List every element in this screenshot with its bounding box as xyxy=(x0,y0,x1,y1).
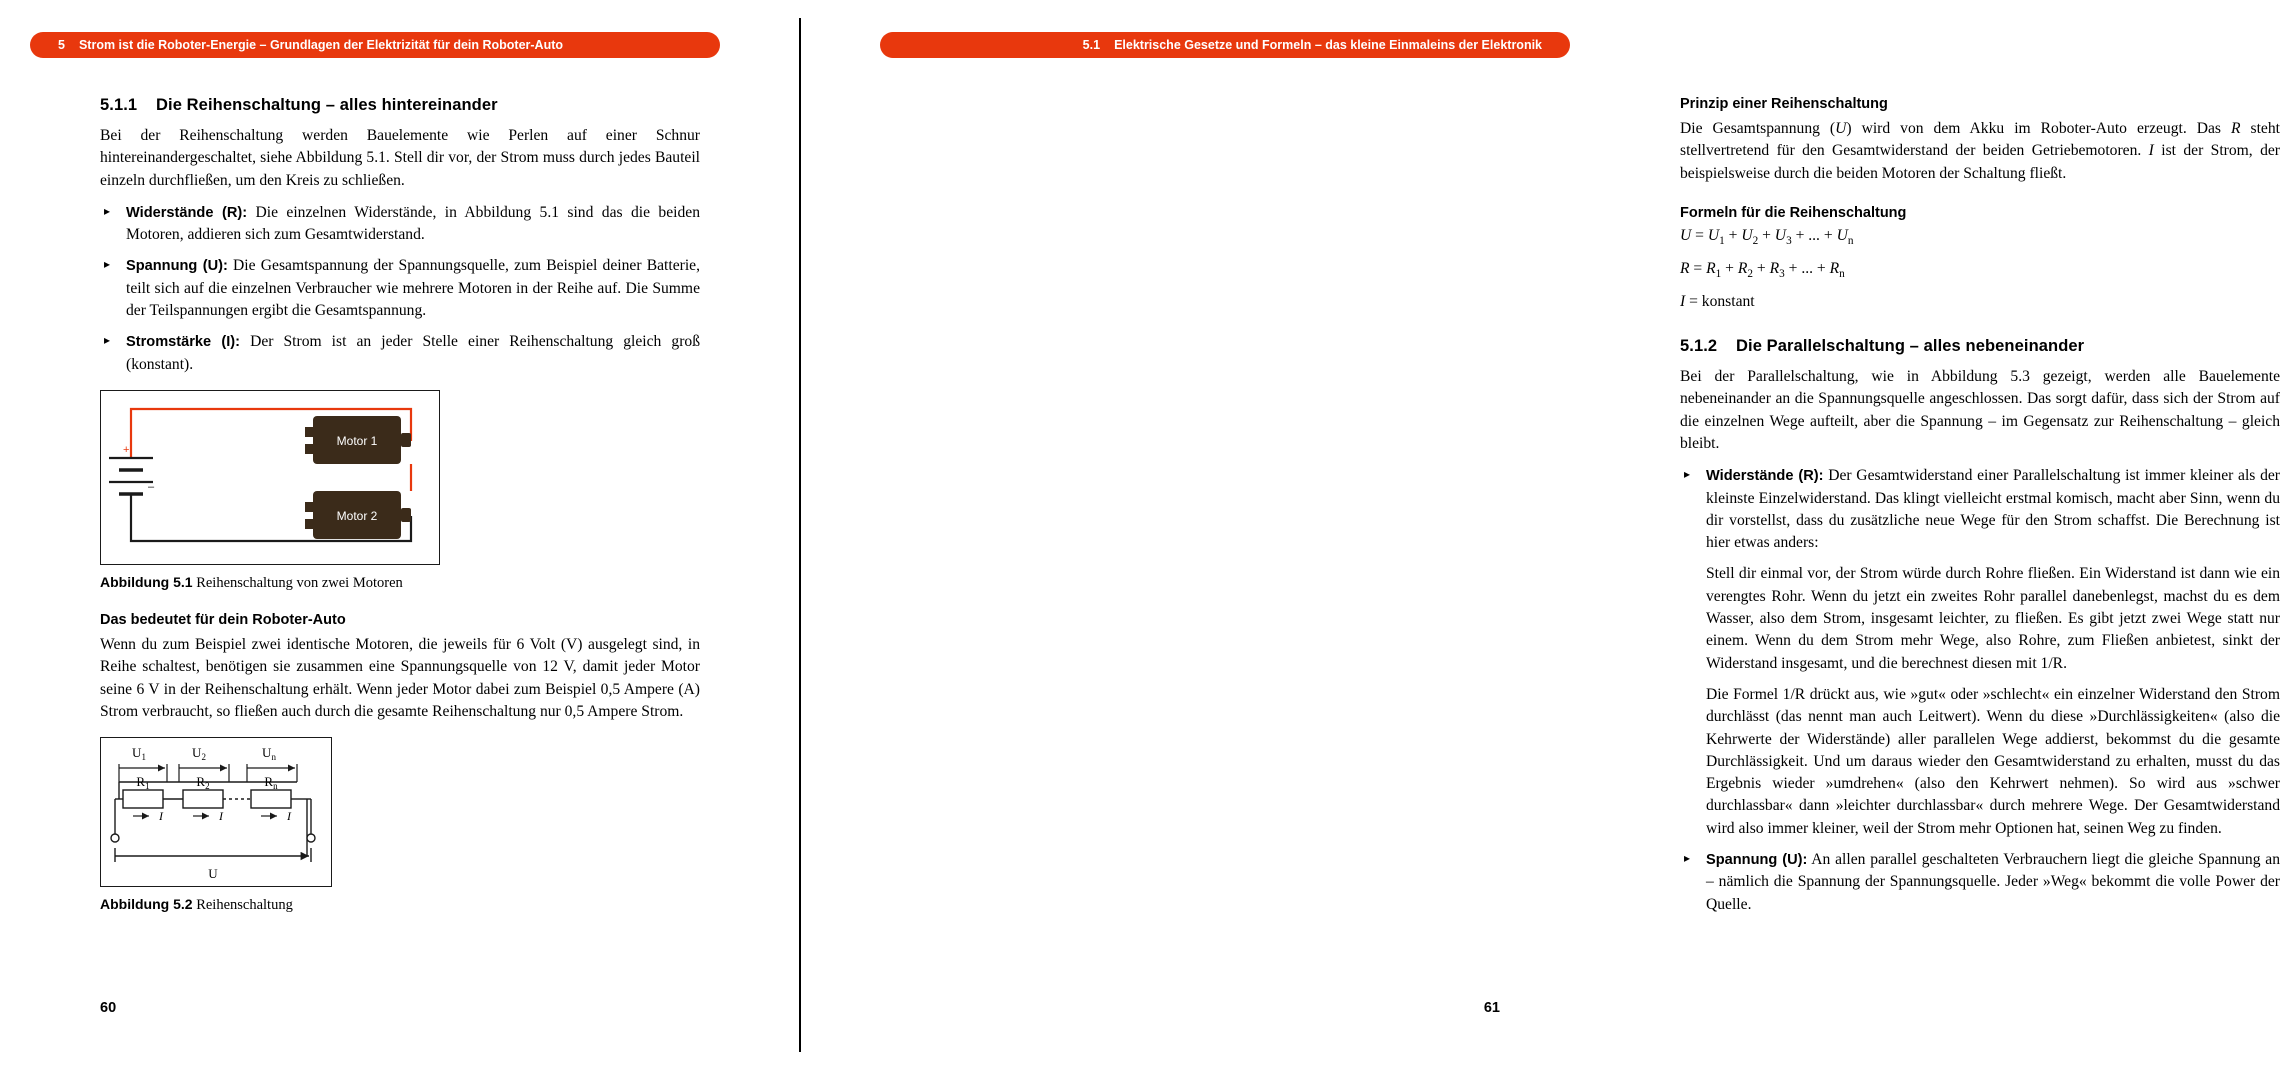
formula-current: I = konstant xyxy=(1680,293,1755,311)
bullet-lead: Widerstände (R): xyxy=(1706,468,1824,485)
running-head-chapter-title: Strom ist die Roboter-Energie – Grundlagen der Elektrizität für dein Roboter-Auto xyxy=(78,38,564,52)
figure-5-1-caption-text: Reihenschaltung von zwei Motoren xyxy=(192,574,403,591)
label-u2: $U_2$ xyxy=(192,745,206,763)
bullet-sub-paragraph: Stell dir einmal vor, der Strom würde durch Rohre fließen. Ein Widerstand ist dann wie ein verengtes Rohr. Wenn du jetzt ein zweites Rohr parallel danebenlegst, machst du es dem Wasser, also dem Strom, insgesamt leichter, zu fließen. Es gibt jetzt zwei Wege statt nur einem. Wenn du dem Strom mehr Wege, also Rohre, zum Fließen anbietest, sinkt der Widerstand insgesamt, und die berechnest diesen mit 1/R. xyxy=(1706,565,2280,672)
heading-formeln-reihenschaltung: Formeln für die Reihenschaltung xyxy=(1680,204,1907,221)
figure-5-2-caption-label: Abbildung 5.2 xyxy=(100,896,193,913)
heading-prinzip-reihenschaltung: Prinzip einer Reihenschaltung xyxy=(1680,96,1888,112)
bullet-text: Die Gesamtspannung der Spannungsquelle, zum Beispiel deiner Batterie, teilt sich auf die einzelnen Verbraucher wie mehrere Motoren in der Reihe auf. Die Summe der Teilspannungen ergibt die Gesamtspannung. xyxy=(126,257,700,320)
list-item xyxy=(1680,849,2280,916)
section-number: 5.1.2 xyxy=(1680,337,1718,356)
para1-part-a: Die Gesamtspannung ( xyxy=(1680,120,1836,137)
bullet-arrow-icon: ▸ xyxy=(104,333,111,348)
bullet-lead: Stromstärke (I): xyxy=(126,334,241,351)
section-title: Die Reihenschaltung – alles hintereinander xyxy=(156,96,498,114)
label-i-1: I xyxy=(159,809,163,824)
label-u-total: U xyxy=(208,866,218,882)
running-head-chapter-number: 5 xyxy=(58,38,65,52)
bullet-text: Der Gesamtwiderstand einer Parallelschaltung ist immer kleiner als der kleinste Einzelwiderstand. Das klingt vielleicht erstmal komisch, macht aber Sinn, wenn du dir vorstellst, dass du zusätzliche neue Wege für den Strom schaffst. Die Berechnung ist hier etwas anders: xyxy=(1706,467,2280,552)
page-number-right: 61 xyxy=(1483,1000,1500,1016)
figure-5-1-circuit xyxy=(100,390,440,565)
figure-5-1-caption xyxy=(100,574,700,592)
bullet-text: Der Strom ist an jeder Stelle einer Reihenschaltung gleich groß (konstant). xyxy=(126,333,700,373)
bullet-text: Die einzelnen Widerstände, in Abbildung 5.1 sind das die beiden Motoren, addieren sich zum Gesamtwiderstand. xyxy=(126,203,700,244)
list-item xyxy=(100,331,700,376)
battery-plus-label: + xyxy=(123,443,130,456)
label-rn: $R_n$ xyxy=(264,774,278,792)
paragraph-intro-reihenschaltung: Bei der Reihenschaltung werden Bauelemente wie Perlen auf einer Schnur hintereinandergeschaltet, siehe Abbildung 5.1. Stell dir vor, der Strom muss durch jedes Bauteil einzeln durchfließen, um den Kreis zu schließen. xyxy=(100,127,700,189)
paragraph-intro-parallelschaltung: Bei der Parallelschaltung, wie in Abbildung 5.3 gezeigt, werden alle Bauelemente nebeneinander an die Spannungsquelle angeschlossen. Das sorgt dafür, dass sich der Strom auf die einzelnen Wege aufteilt, aber die Spannung – im Gegensatz zur Reihenschaltung – gleich bleibt. xyxy=(1680,368,2280,452)
bullet-list-reihenschaltung xyxy=(100,202,700,376)
motor-1-label: Motor 1 xyxy=(336,433,378,448)
label-r2: $R_2$ xyxy=(196,774,210,792)
bullet-lead: Spannung (U): xyxy=(1706,852,1808,869)
section-heading-512 xyxy=(1680,337,2280,356)
label-u1: $U_1$ xyxy=(132,745,146,763)
para1-part-d: ist der Strom, der beispielsweise durch die beiden Motoren der Schaltung fließt. xyxy=(1680,142,2280,182)
left-page-content xyxy=(100,96,700,914)
formula-voltage: $U = U_1 + U_2 + U_3$ + ... + $U_n$ xyxy=(1680,226,1854,247)
right-page xyxy=(800,0,2280,1070)
paragraph-prinzip xyxy=(1680,118,2280,185)
figure-5-2-schematic xyxy=(100,737,332,887)
bullet-arrow-icon: ▸ xyxy=(1684,851,1691,866)
bullet-sub-paragraph: Die Formel 1/R drückt aus, wie »gut« oder »schlecht« ein einzelner Widerstand den Strom durchlässt (das nennt man auch Leitwert). Wenn du diese »Durchlässigkeiten« (also die Kehrwerte der Widerstände) aller parallelen Wege addierst, bekommst du die gesamte Durchlässigkeit. Und um daraus wieder den Gesamtwiderstand zu erhalten, musst du das Ergebnis wieder »umdrehen« (also den Kehrwert nehmen). So wird aus »schwer durchlassbar« dann »leichter durchlassbar« durch mehrere Wege. Der Gesamtwiderstand wird also immer kleiner, weil der Strom mehr Optionen hat, seinen Weg zu finden. xyxy=(1706,685,2280,837)
label-un: $U_n$ xyxy=(262,745,276,763)
bullet-arrow-icon: ▸ xyxy=(1684,467,1691,482)
running-head-right xyxy=(880,32,1570,58)
motor-2-label: Motor 2 xyxy=(336,508,378,523)
figure-5-1-caption-label: Abbildung 5.1 xyxy=(100,573,193,590)
bullet-lead: Widerstände (R): xyxy=(126,204,248,221)
list-item xyxy=(1680,465,2280,840)
bullet-arrow-icon: ▸ xyxy=(104,203,111,218)
figure-5-2-svg xyxy=(101,738,331,886)
subheading-roboter-auto: Das bedeutet für dein Roboter-Auto xyxy=(100,611,346,628)
label-r1: $R_1$ xyxy=(136,774,150,792)
bullet-list-parallelschaltung xyxy=(1680,465,2280,916)
battery-minus-label: – xyxy=(148,480,155,493)
section-number: 5.1.1 xyxy=(100,96,138,114)
bullet-lead: Spannung (U): xyxy=(126,258,228,275)
label-i-2: I xyxy=(219,809,223,824)
left-page xyxy=(0,0,800,1070)
page-number-left: 60 xyxy=(100,1000,117,1016)
figure-5-2-caption-text: Reihenschaltung xyxy=(192,897,293,914)
right-page-content xyxy=(1680,96,2280,926)
variable-u: U xyxy=(1835,120,1847,137)
label-i-3: I xyxy=(287,809,291,824)
running-head-section-title: Elektrische Gesetze und Formeln – das kleine Einmaleins der Elektronik xyxy=(1114,38,1542,52)
variable-i: I xyxy=(2148,142,2154,160)
list-item xyxy=(100,255,700,322)
running-head-section-number: 5.1 xyxy=(1082,38,1101,52)
bullet-arrow-icon: ▸ xyxy=(104,257,111,272)
section-heading-511 xyxy=(100,96,700,115)
variable-r: R xyxy=(2231,120,2241,137)
paragraph-roboter-auto: Wenn du zum Beispiel zwei identische Motoren, die jeweils für 6 Volt (V) ausgelegt sind, in Reihe schaltest, benötigen sie zusammen eine Spannungsquelle von 12 V, damit jeder Motor seine 6 V in der Reihenschaltung erhält. Wenn jeder Motor dabei zum Beispiel 0,5 Ampere (A) Strom verbraucht, so fließen auch durch die gesamte Reihenschaltung nur 0,5 Ampere Strom. xyxy=(100,635,700,720)
running-head-left xyxy=(30,32,720,58)
list-item xyxy=(100,202,700,247)
para1-part-b: ) wird von dem Akku im Roboter-Auto erzeugt. Das xyxy=(1846,120,2231,137)
figure-5-1-svg xyxy=(101,391,439,564)
para1-part-c: steht stellvertretend für den Gesamtwiderstand der beiden Getriebemotoren. xyxy=(1680,120,2280,160)
figure-5-2-caption xyxy=(100,896,700,914)
bullet-text: An allen parallel geschalteten Verbrauchern liegt die gleiche Spannung an – nämlich die Spannung der Spannungsquelle. Jeder »Weg« bekommt die volle Power der Quelle. xyxy=(1706,851,2280,913)
formula-resistance: $R = R_1 + R_2 + R_3$ + ... + $R_n$ xyxy=(1680,260,1845,281)
section-title: Die Parallelschaltung – alles nebeneinander xyxy=(1736,337,2085,356)
